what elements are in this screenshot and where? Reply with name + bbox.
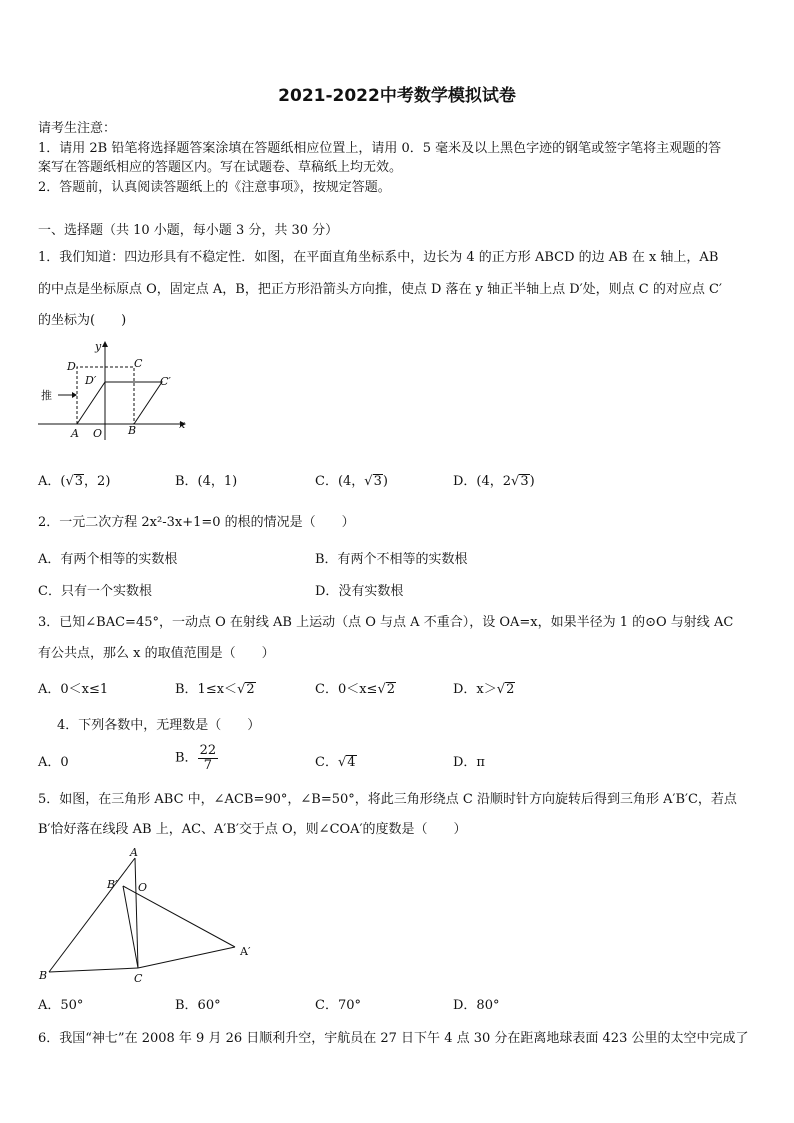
q1-option-b[interactable]: B．(4，1)	[175, 474, 238, 489]
q3-option-d[interactable]: D．x＞√2	[453, 682, 515, 697]
q3-option-a[interactable]: A．0＜x≤1	[38, 682, 109, 697]
q2-option-d[interactable]: D．没有实数根	[315, 584, 404, 599]
q4-option-a[interactable]: A．0	[38, 755, 69, 770]
q2-option-b[interactable]: B．有两个不相等的实数根	[315, 552, 468, 567]
q1-option-c[interactable]: C．(4，√3)	[315, 474, 388, 489]
q5-option-d[interactable]: D．80°	[453, 998, 500, 1013]
section-heading: 一、选择题（共 10 小题，每小题 3 分，共 30 分）	[38, 223, 339, 238]
q1-option-d[interactable]: D．(4，2√3)	[453, 474, 535, 489]
q4-stem: 4．下列各数中，无理数是（ ）	[57, 718, 261, 733]
q5-line-2: B′恰好落在线段 AB 上，AC、A′B′交于点 O，则∠COA′的度数是（ ）	[38, 822, 467, 837]
q4-option-d[interactable]: D．π	[453, 755, 485, 770]
label-C: C	[134, 972, 143, 985]
fraction-22-7: $\frac{22}{7}$	[199, 743, 217, 773]
notice-line-2: 2．答题前，认真阅读答题纸上的《注意事项》，按规定答题。	[38, 180, 391, 195]
q1-line-3: 的坐标为( )	[38, 313, 127, 328]
notice-line-1a: 1．请用 2B 铅笔将选择题答案涂填在答题纸相应位置上，请用 0．5 毫米及以上黑色字迹的钢笔或签字笔将主观题的答	[38, 141, 722, 156]
q3-option-c[interactable]: C．0＜x≤√2	[315, 682, 396, 697]
notice-heading: 请考生注意：	[38, 121, 117, 136]
label-A: A	[130, 848, 138, 859]
q3-line-1: 3．已知∠BAC=45°，一动点 O 在射线 AB 上运动（点 O 与点 A 不重合），设 OA=x，如果半径为 1 的⊙O 与射线 AC	[38, 615, 734, 630]
page-title: 2021-2022中考数学模拟试卷	[278, 86, 516, 106]
push-label: 推	[41, 389, 52, 402]
q5-option-a[interactable]: A．50°	[38, 998, 84, 1013]
y-axis-label: y	[95, 340, 102, 353]
q4-option-b[interactable]: B． $\frac{22}{7}$	[175, 743, 217, 773]
label-B: B	[128, 424, 137, 437]
x-axis-label: x	[179, 418, 186, 431]
q5-option-c[interactable]: C．70°	[315, 998, 361, 1013]
q4-option-c[interactable]: C．√4	[315, 755, 356, 770]
q3-option-b[interactable]: B．1≤x＜√2	[175, 682, 255, 697]
q2-option-c[interactable]: C．只有一个实数根	[38, 584, 152, 599]
label-C: C	[134, 357, 143, 370]
q3-line-2: 有公共点，那么 x 的取值范围是（ ）	[38, 646, 275, 661]
q1-line-1: 1．我们知道：四边形具有不稳定性．如图，在平面直角坐标系中，边长为 4 的正方形 ABCD 的边 AB 在 x 轴上，AB	[38, 250, 719, 265]
label-B-prime: B′	[107, 878, 118, 891]
label-D: D	[67, 360, 76, 373]
q1-line-2: 的中点是坐标原点 O，固定点 A，B，把正方形沿箭头方向推，使点 D 落在 y 轴正半轴上点 D′处，则点 C 的对应点 C′	[38, 282, 722, 297]
label-A: A	[71, 427, 79, 440]
label-C-prime: C′	[160, 375, 171, 388]
q1-figure	[36, 336, 196, 444]
q2-stem: 2．一元二次方程 2x²-3x+1=0 的根的情况是（ ）	[38, 515, 355, 530]
label-B: B	[39, 969, 48, 982]
label-D-prime: D′	[85, 374, 97, 387]
q5-figure	[36, 848, 266, 988]
q2-option-a[interactable]: A．有两个相等的实数根	[38, 552, 178, 567]
q5-option-b[interactable]: B．60°	[175, 998, 221, 1013]
label-A-prime: A′	[240, 945, 251, 958]
notice-line-1b: 案写在答题纸相应的答题区内。写在试题卷、草稿纸上均无效。	[38, 160, 403, 175]
q6-line-1: 6．我国“神七”在 2008 年 9 月 26 日顺利升空，宇航员在 27 日下午 4 点 30 分在距离地球表面 423 公里的太空中完成了	[38, 1031, 749, 1046]
q1-option-a[interactable]: A．(√3，2)	[38, 474, 111, 489]
q5-line-1: 5．如图，在三角形 ABC 中，∠ACB=90°，∠B=50°，将此三角形绕点 C 沿顺时针方向旋转后得到三角形 A′B′C，若点	[38, 792, 737, 807]
label-O: O	[138, 881, 148, 894]
label-O: O	[93, 427, 103, 440]
